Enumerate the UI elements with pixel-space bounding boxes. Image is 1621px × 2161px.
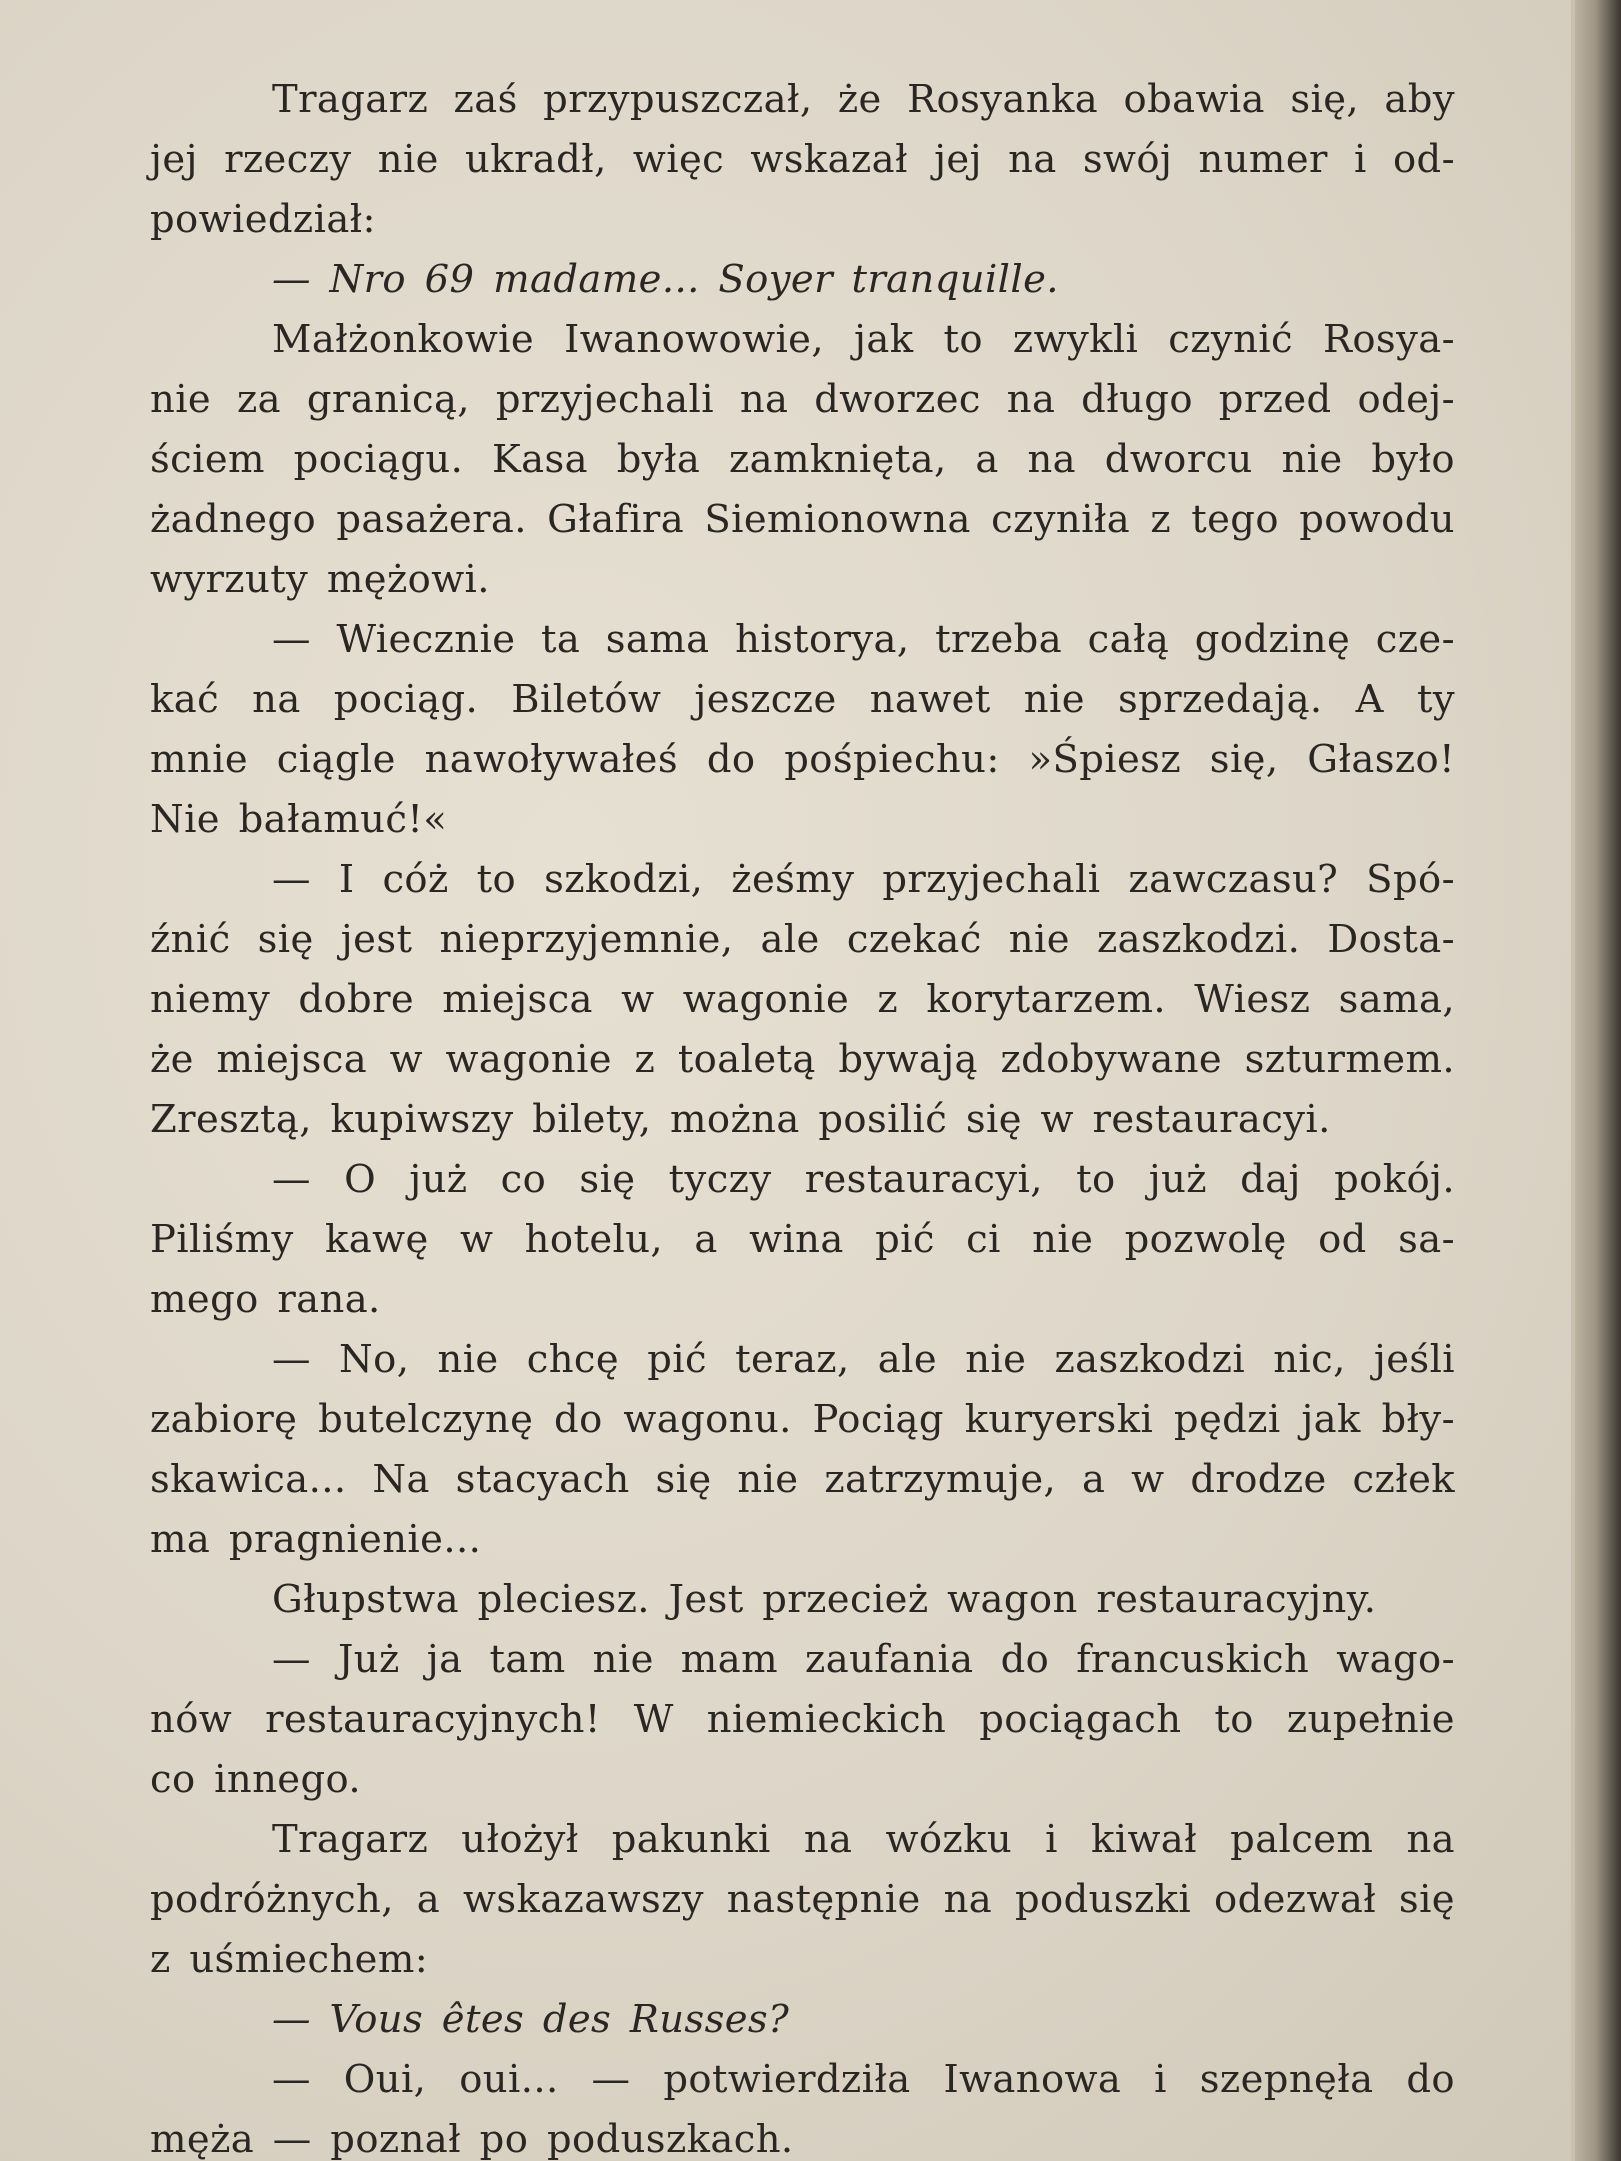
page-text bbox=[150, 70, 1455, 2161]
text-line: podróżnych, a wskazawszy następnie na poduszki odezwał się bbox=[150, 1877, 1455, 1922]
text-line: Tragarz ułożył pakunki na wózku i kiwał palcem na bbox=[272, 1817, 1455, 1862]
text-line: ściem pociągu. Kasa była zamknięta, a na dworcu nie było bbox=[150, 437, 1455, 482]
text-line: wyrzuty mężowi. bbox=[150, 557, 490, 602]
text-line: niemy dobre miejsca w wagonie z korytarzem. Wiesz sama, bbox=[150, 977, 1455, 1022]
text-line: że miejsca w wagonie z toaletą bywają zdobywane szturmem. bbox=[150, 1037, 1455, 1082]
text-line: mego rana. bbox=[150, 1277, 381, 1322]
text-line: Tragarz zaś przypuszczał, że Rosyanka obawia się, aby bbox=[272, 77, 1455, 122]
text-line: jej rzeczy nie ukradł, więc wskazał jej na swój numer i od- bbox=[150, 137, 1455, 182]
text-line: — I cóż to szkodzi, żeśmy przyjechali zawczasu? Spó- bbox=[272, 857, 1455, 902]
text-line: skawica... Na stacyach się nie zatrzymuje, a w drodze człek bbox=[150, 1457, 1455, 1502]
text-line: — Vous êtes des Russes? bbox=[272, 1997, 790, 2042]
text-line: żadnego pasażera. Głafira Siemionowna czyniła z tego powodu bbox=[150, 497, 1455, 542]
text-line: nów restauracyjnych! W niemieckich pociągach to zupełnie bbox=[150, 1697, 1455, 1742]
text-line: Głupstwa pleciesz. Jest przecież wagon restauracyjny. bbox=[272, 1577, 1377, 1622]
text-line: męża — poznał po poduszkach. bbox=[150, 2117, 794, 2161]
text-line: ma pragnienie... bbox=[150, 1517, 482, 1562]
text-line: powiedział: bbox=[150, 197, 376, 242]
text-line: Małżonkowie Iwanowowie, jak to zwykli czynić Rosya- bbox=[272, 317, 1455, 362]
text-line: Nie bałamuć!« bbox=[150, 797, 448, 842]
text-line: — No, nie chcę pić teraz, ale nie zaszkodzi nic, jeśli bbox=[272, 1337, 1455, 1382]
text-line: — Wiecznie ta sama historya, trzeba całą godzinę cze- bbox=[272, 617, 1455, 662]
text-line: mnie ciągle nawoływałeś do pośpiechu: »Śpiesz się, Głaszo! bbox=[150, 737, 1455, 782]
text-line: — Już ja tam nie mam zaufania do francuskich wago- bbox=[272, 1637, 1455, 1682]
text-line: zabiorę butelczynę do wagonu. Pociąg kuryerski pędzi jak bły- bbox=[150, 1397, 1455, 1442]
text-line: z uśmiechem: bbox=[150, 1937, 429, 1982]
text-line: nie za granicą, przyjechali na dworzec na długo przed odej- bbox=[150, 377, 1455, 422]
text-line: — Nro 69 madame... Soyer tranquille. bbox=[272, 257, 1059, 302]
text-line: — Oui, oui... — potwierdziła Iwanowa i szepnęła do bbox=[272, 2057, 1455, 2102]
text-line: kać na pociąg. Biletów jeszcze nawet nie sprzedają. A ty bbox=[150, 677, 1455, 722]
text-line: co innego. bbox=[150, 1757, 362, 1802]
text-line: źnić się jest nieprzyjemnie, ale czekać nie zaszkodzi. Dosta- bbox=[150, 917, 1455, 962]
text-line: Zresztą, kupiwszy bilety, można posilić się w restauracyi. bbox=[150, 1097, 1331, 1142]
book-binding-edge bbox=[1575, 0, 1621, 2161]
text-line: — O już co się tyczy restauracyi, to już daj pokój. bbox=[272, 1157, 1455, 1202]
text-line: Piliśmy kawę w hotelu, a wina pić ci nie pozwolę od sa- bbox=[150, 1217, 1455, 1262]
